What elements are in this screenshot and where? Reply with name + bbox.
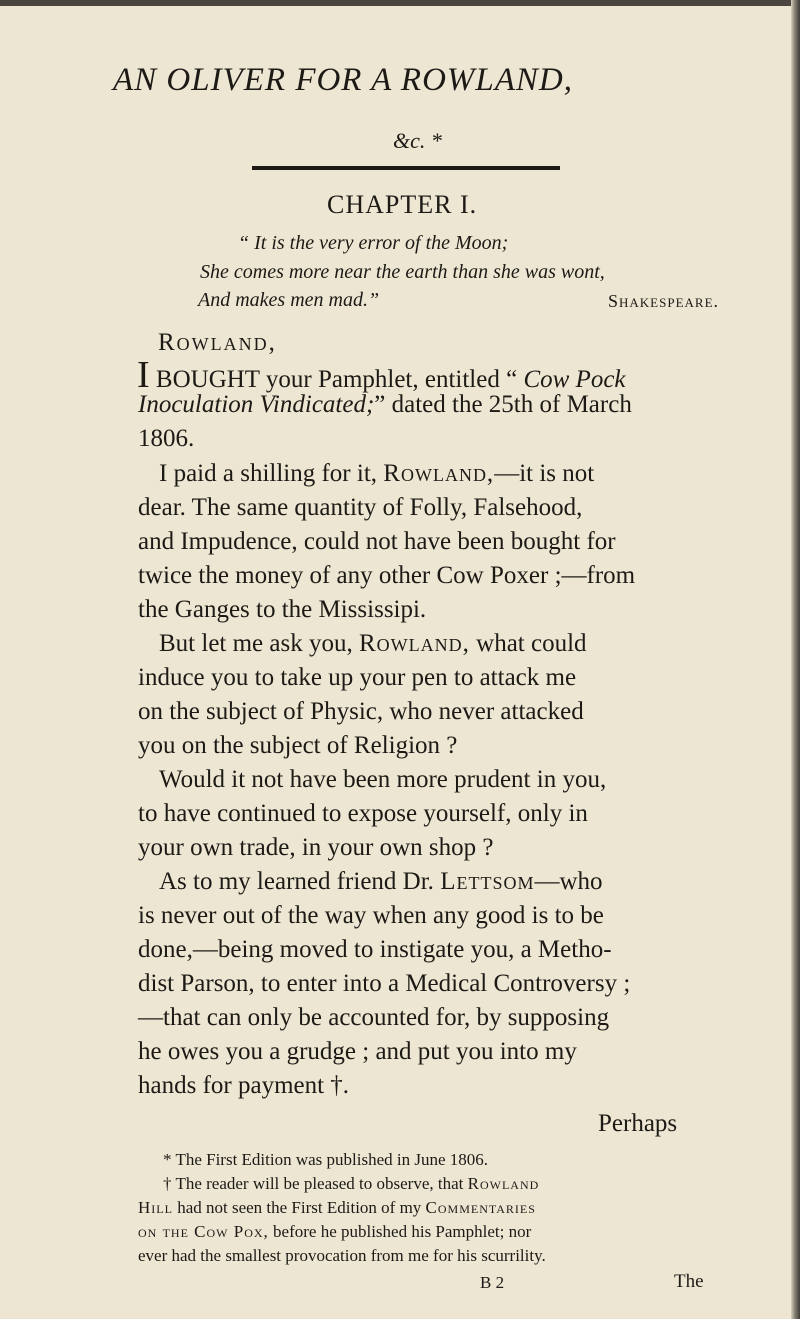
text-span: But let me ask you, bbox=[159, 630, 359, 657]
body-line: on the subject of Physic, who never attacked bbox=[138, 698, 584, 725]
body-line: to have continued to expose yourself, only in bbox=[138, 800, 588, 827]
body-line: done,—being moved to instigate you, a Metho- bbox=[138, 936, 612, 963]
body-line: induce you to take up your pen to attack me bbox=[138, 664, 577, 691]
drop-cap: I bbox=[137, 354, 150, 396]
text-span: —it is not bbox=[494, 460, 595, 487]
text-span-smallcaps: Hill bbox=[138, 1198, 173, 1217]
body-line bbox=[137, 356, 626, 394]
text-span: —who bbox=[534, 868, 603, 895]
body-line: twice the money of any other Cow Poxer ;—from bbox=[138, 562, 636, 589]
text-span-italic: Cow Pock bbox=[523, 366, 626, 393]
text-span-smallcaps: Rowland bbox=[467, 1174, 540, 1193]
body-line: 1806. bbox=[138, 425, 195, 452]
footnote-2-line: ever had the smallest provocation from me for his scurrility. bbox=[138, 1246, 546, 1265]
catchword: The bbox=[674, 1271, 704, 1292]
body-line bbox=[159, 868, 603, 896]
text-span: BOUGHT your Pamphlet, entitled “ bbox=[149, 366, 524, 393]
body-line: Would it not have been more prudent in you, bbox=[159, 766, 607, 793]
signature-mark: B 2 bbox=[480, 1273, 505, 1292]
page-title: AN OLIVER FOR A ROWLAND, bbox=[113, 62, 574, 98]
text-span-smallcaps: Rowland, bbox=[383, 460, 495, 487]
epigraph-attribution: Shakespeare. bbox=[608, 291, 720, 311]
epigraph-line: And makes men mad.” bbox=[198, 289, 380, 311]
body-line: the Ganges to the Mississipi. bbox=[138, 596, 427, 623]
text-span: † The reader will be pleased to observe, that bbox=[163, 1174, 468, 1193]
text-span-smallcaps: Lettsom bbox=[440, 868, 535, 895]
title-rule bbox=[252, 166, 560, 170]
text-span-smallcaps: Rowland, bbox=[358, 630, 470, 657]
footnote-1: * The First Edition was published in June 1806. bbox=[163, 1150, 489, 1169]
catchword-perhaps: Perhaps bbox=[598, 1110, 678, 1137]
text-span-italic: Inoculation Vindicated; bbox=[138, 391, 375, 418]
footnote-2-line bbox=[138, 1198, 536, 1218]
body-line bbox=[159, 630, 587, 658]
body-line: is never out of the way when any good is to be bbox=[138, 902, 604, 929]
body-line bbox=[159, 460, 594, 488]
text-span: had not seen the First Edition of my bbox=[172, 1198, 426, 1217]
body-line bbox=[138, 391, 632, 419]
footnote-2-line bbox=[163, 1174, 539, 1194]
footnote-2-line bbox=[138, 1222, 531, 1242]
epigraph-line: “ It is the very error of the Moon; bbox=[238, 232, 509, 254]
text-span-smallcaps: on the Cow Pox, bbox=[138, 1222, 269, 1241]
text-span-smallcaps: Commentaries bbox=[425, 1198, 536, 1217]
body-line: dear. The same quantity of Folly, Falsehood, bbox=[138, 494, 583, 521]
salutation: Rowland, bbox=[158, 329, 277, 356]
epigraph-line: She comes more near the earth than she was wont, bbox=[200, 261, 605, 283]
body-line: he owes you a grudge ; and put you into my bbox=[138, 1038, 577, 1065]
page-edge-right bbox=[791, 0, 800, 1319]
page-subtitle: &c. * bbox=[393, 128, 442, 153]
text-span: I paid a shilling for it, bbox=[159, 460, 384, 487]
chapter-heading: CHAPTER I. bbox=[327, 190, 478, 219]
body-line: —that can only be accounted for, by supposing bbox=[138, 1004, 610, 1031]
text-span: what could bbox=[469, 630, 587, 657]
body-line: hands for payment †. bbox=[138, 1072, 350, 1099]
text-span: before he published his Pamphlet; nor bbox=[268, 1222, 532, 1241]
text-span: ” dated the 25th of March bbox=[374, 391, 632, 418]
body-line: dist Parson, to enter into a Medical Controversy ; bbox=[138, 970, 631, 997]
body-line: and Impudence, could not have been bought for bbox=[138, 528, 616, 555]
body-line: your own trade, in your own shop ? bbox=[138, 834, 494, 861]
text-span: As to my learned friend Dr. bbox=[159, 868, 441, 895]
body-line: you on the subject of Religion ? bbox=[138, 732, 458, 759]
page-edge-top bbox=[0, 0, 800, 6]
